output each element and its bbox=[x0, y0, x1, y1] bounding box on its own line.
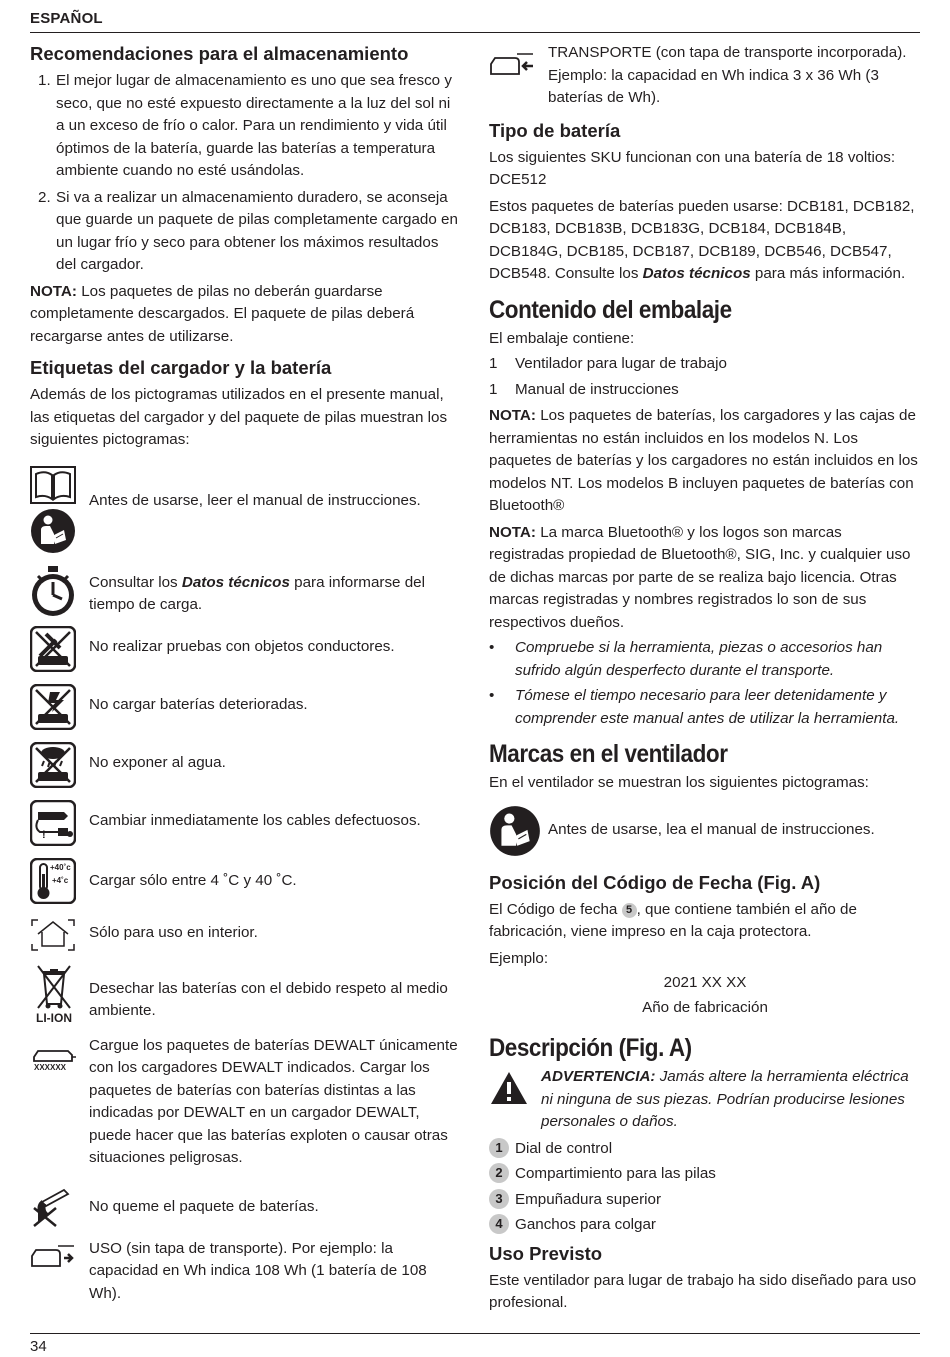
picto-text: No exponer al agua. bbox=[89, 753, 226, 771]
picto-transport bbox=[489, 42, 921, 110]
picto-text: Cargue los paquetes de baterías DEWALT únicamente con los cargadores DEWALT indicados. Cargar los paquetes de baterías con baterías distintas a las indicadas por DEWALT en un cargador DEWALT, puede hacer que las baterías exploten o causar otras situaciones peligrosas. bbox=[89, 1036, 458, 1166]
date-code-caption: Año de fabricación bbox=[642, 999, 768, 1016]
list-item: 1 Manual de instrucciones bbox=[489, 380, 679, 398]
picto-no-conductive bbox=[30, 626, 462, 672]
indoor-house-icon bbox=[30, 918, 76, 952]
temp-max-label: +40˚c bbox=[50, 862, 71, 872]
list-item: • Compruebe si la herramienta, piezas o accesorios han sufrido algún desperfecto durante el transporte. bbox=[489, 637, 921, 682]
li-ion-label: LI-ION bbox=[36, 1010, 72, 1025]
list-item: • Tómese el tiempo necesario para leer detenidamente y comprender este manual antes de utilizar la herramienta. bbox=[489, 685, 921, 730]
picto-text: No realizar pruebas con objetos conductores. bbox=[89, 637, 395, 655]
description-title: Descripción (Fig. A) bbox=[489, 1034, 692, 1062]
no-fire-icon bbox=[30, 1182, 76, 1228]
storage-list bbox=[30, 70, 462, 277]
picto-text: Antes de usarse, lea el manual de instrucciones. bbox=[548, 820, 875, 838]
picto-cables bbox=[30, 800, 462, 846]
temp-min-label: +4˚c bbox=[52, 875, 69, 885]
picto-text: No cargar baterías deterioradas. bbox=[89, 695, 308, 713]
battery-type-p2: Estos paquetes de baterías pueden usarse: DCB181, DCB182, DCB183, DCB183B, DCB183G, DCB184, DCB184B, DCB184G, DCB185, DCB187, DCB189, DCB546, DCB547, DCB548. Consulte los Datos técnicos para más información. bbox=[489, 197, 915, 282]
crossed-bin-icon bbox=[34, 964, 74, 1010]
fan-marks-intro: En el ventilador se muestran los siguientes pictogramas: bbox=[489, 774, 869, 791]
figure-ref-badge: 5 bbox=[622, 903, 637, 918]
picto-use bbox=[30, 1238, 462, 1306]
picto-temperature bbox=[30, 858, 462, 904]
right-column bbox=[489, 42, 921, 1315]
warning-text: ADVERTENCIA: Jamás altere la herramienta eléctrica ni ninguna de sus piezas. Podrían producirse lesiones personales o daños. bbox=[541, 1068, 909, 1130]
picto-text: No queme el paquete de baterías. bbox=[89, 1197, 319, 1215]
picto-fan-read-manual bbox=[489, 805, 921, 857]
number-badge: 1 bbox=[489, 1138, 509, 1158]
warning-icon bbox=[489, 1070, 529, 1106]
picto-disposal bbox=[30, 964, 462, 1025]
picto-text: Desechar las baterías con el debido respeto al medio ambiente. bbox=[89, 979, 448, 1019]
picto-indoor bbox=[30, 918, 462, 952]
intended-use-title: Uso Previsto bbox=[489, 1242, 603, 1264]
picto-text: Consultar los Datos técnicos para informarse del tiempo de carga. bbox=[89, 573, 425, 613]
defective-cable-icon bbox=[30, 800, 76, 846]
battery-type-title: Tipo de batería bbox=[489, 119, 621, 141]
picto-charge-time bbox=[30, 566, 462, 618]
labels-title: Etiquetas del cargador y la batería bbox=[30, 357, 332, 378]
damaged-battery-icon bbox=[30, 684, 76, 730]
list-item: 2 Compartimiento para las pilas bbox=[489, 1161, 921, 1187]
picto-text: Cargar sólo entre 4 ˚C y 40 ˚C. bbox=[89, 871, 297, 889]
date-code-title: Posición del Código de Fecha (Fig. A) bbox=[489, 871, 821, 893]
no-conductive-objects-icon bbox=[30, 626, 76, 672]
read-manual-icon bbox=[489, 805, 541, 857]
open-book-icon bbox=[30, 466, 76, 504]
contents-note-2: NOTA: La marca Bluetooth® y los logos son marcas registradas propiedad de Bluetooth®, SIG, Inc. y cualquier uso de dichas marcas por parte de se realiza bajo licencia. Otras marcas registradas y nombres registrados lo son de sus respectivos dueños. bbox=[489, 523, 911, 631]
warning-block bbox=[489, 1066, 921, 1134]
storage-title: Recomendaciones para el almacenamiento bbox=[30, 43, 409, 64]
number-badge: 4 bbox=[489, 1214, 509, 1234]
fan-marks-title: Marcas en el ventilador bbox=[489, 740, 728, 768]
contents-note-1: NOTA: Los paquetes de baterías, los cargadores y las cajas de herramientas no están incluidos en los modelos N. Los paquetes de baterías y los cargadores no están incluidos en los modelos NT. Los modelos B incluyen paquetes de baterías con Bluetooth® bbox=[489, 407, 918, 514]
number-badge: 3 bbox=[489, 1189, 509, 1209]
picto-text: Cambiar inmediatamente los cables defectuosos. bbox=[89, 811, 421, 829]
battery-transport-icon bbox=[489, 52, 535, 78]
page-header bbox=[30, 10, 920, 33]
list-item: 1 Dial de control bbox=[489, 1136, 921, 1162]
picto-text: Sólo para uso en interior. bbox=[89, 923, 258, 941]
intended-use-text: Este ventilador para lugar de trabajo ha sido diseñado para uso profesional. bbox=[489, 1271, 917, 1311]
date-code-example-label: Ejemplo: bbox=[489, 949, 549, 967]
page-number: 34 bbox=[30, 1338, 47, 1355]
storage-note: NOTA: Los paquetes de pilas no deberán guardarse completamente descargados. El paquete de pilas deberá recargarse antes de utilizarse. bbox=[30, 282, 415, 345]
picto-charger bbox=[30, 1035, 462, 1170]
read-manual-icon bbox=[30, 508, 76, 554]
footer-rule bbox=[30, 1333, 920, 1334]
list-item: 4 Ganchos para colgar bbox=[489, 1212, 921, 1238]
picto-read-manual bbox=[30, 466, 462, 554]
battery-type-p1: Los siguientes SKU funcionan con una batería de 18 voltios: DCE512 bbox=[489, 148, 896, 188]
battery-use-icon bbox=[30, 1244, 76, 1268]
number-badge: 2 bbox=[489, 1163, 509, 1183]
picto-text: USO (sin tapa de transporte). Por ejemplo: la capacidad en Wh indica 108 Wh (1 batería de 108 Wh). bbox=[89, 1239, 427, 1302]
date-code-text: El Código de fecha 5 , que contiene también el año de fabricación, viene impreso en la caja protectora. bbox=[489, 900, 857, 940]
list-item: 1. El mejor lugar de almacenamiento es uno que sea fresco y seco, que no esté expuesto directamente a la luz del sol ni a un exceso de frío o calor. Para un rendimiento y vida útil óptimos de la batería, guarde las baterías a temperatura ambiente cuando no esté usándolas. bbox=[38, 72, 452, 179]
contents-title: Contenido del embalaje bbox=[489, 295, 732, 324]
labels-intro: Además de los pictogramas utilizados en el presente manual, las etiquetas del cargador y del paquete de pilas muestran los siguientes pictogramas: bbox=[30, 386, 448, 448]
sku-label: XXXXXX bbox=[34, 1062, 67, 1072]
list-item: 1 Ventilador para lugar de trabajo bbox=[489, 355, 727, 372]
contents-intro: El embalaje contiene: bbox=[489, 329, 635, 347]
stopwatch-icon bbox=[30, 566, 76, 618]
picto-no-burn bbox=[30, 1182, 462, 1228]
left-column bbox=[30, 42, 462, 1305]
battery-pack-icon bbox=[30, 1047, 76, 1063]
svg-text:!: ! bbox=[42, 828, 46, 841]
picto-water bbox=[30, 742, 462, 788]
no-water-icon bbox=[30, 742, 76, 788]
language-label: ESPAÑOL bbox=[30, 10, 103, 27]
picto-damaged bbox=[30, 684, 462, 730]
list-item: 3 Empuñadura superior bbox=[489, 1187, 921, 1213]
date-code-example: 2021 XX XX bbox=[663, 974, 747, 991]
list-item: 2. Si va a realizar un almacenamiento duradero, se aconseja que guarde un paquete de pilas completamente cargado en un lugar frío y seco para obtener los máximos resultados del cargador. bbox=[38, 188, 458, 273]
picto-text: TRANSPORTE (con tapa de transporte incorporada). Ejemplo: la capacidad en Wh indica 3 x 36 Wh (3 baterías de Wh). bbox=[548, 44, 907, 106]
picto-text: Antes de usarse, leer el manual de instrucciones. bbox=[89, 491, 421, 509]
